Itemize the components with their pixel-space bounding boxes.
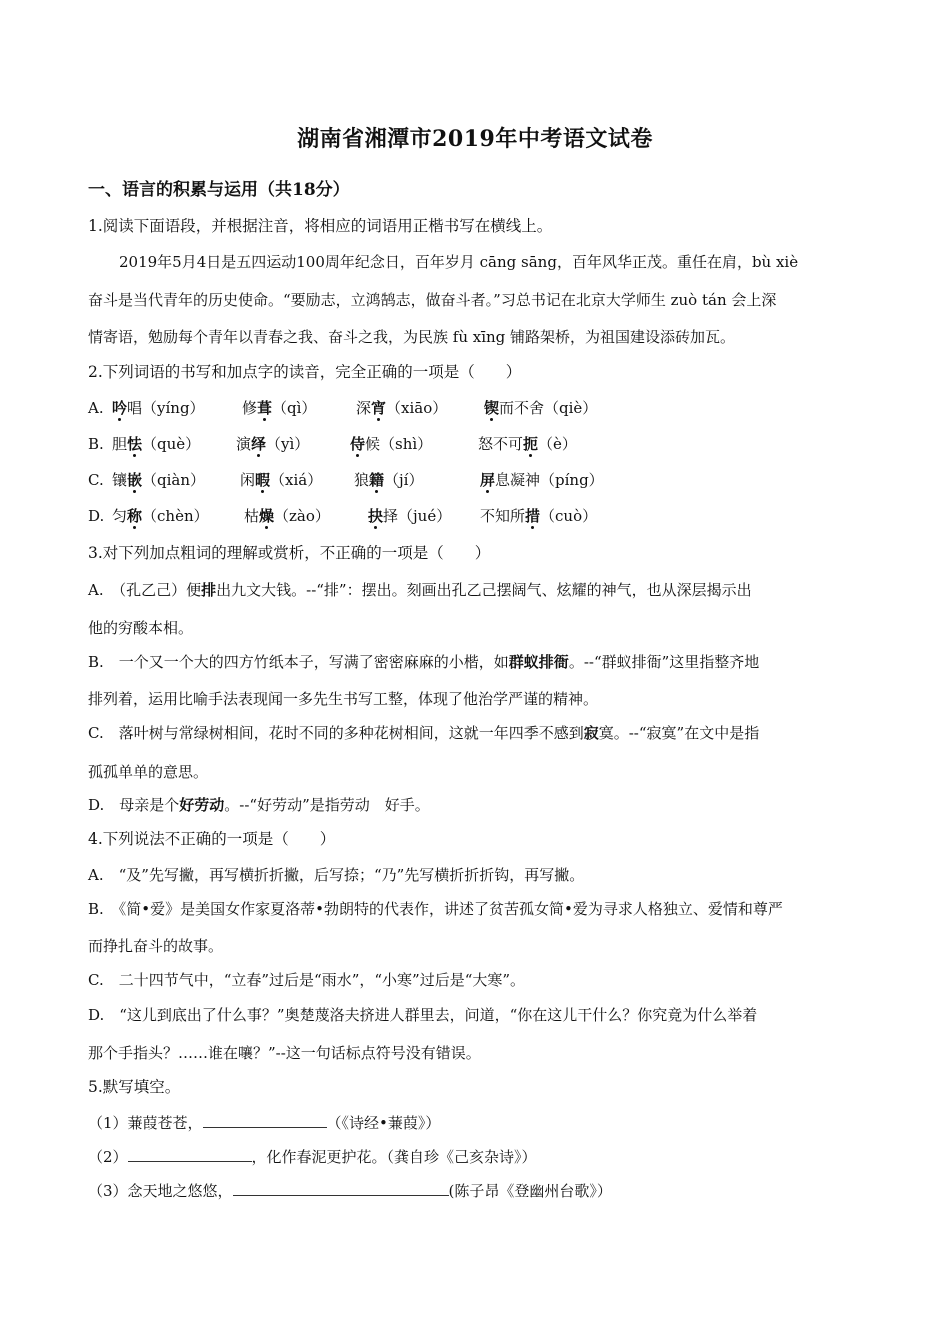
q4-option-c: C. 二十四节气中，“立春”过后是“雨水”，“小寒”过后是“大寒”。 — [88, 971, 526, 989]
option-word: 演绎（yì） — [236, 435, 310, 453]
q3-option-b-cont: 排列着，运用比喻手法表现闻一多先生书写工整，体现了他治学严谨的精神。 — [88, 690, 599, 708]
q5-item-3: （3）念天地之悠悠， (陈子昂《登幽州台歌》） — [88, 1182, 612, 1200]
option-word: 屏息凝神（píng） — [480, 471, 604, 489]
option-word: 怒不可扼（è） — [478, 435, 577, 453]
option-word: 镶嵌（qiàn） — [112, 471, 206, 489]
q3-option-c: C. 落叶树与常绿树相间，花时不同的多种花树相间，这就一年四季不感到寂寞。--“寂寞”在文中是指 — [88, 724, 760, 742]
q4-option-a: A. “及”先写撇，再写横折折撇，后写捺；“乃”先写横折折折钩，再写撇。 — [88, 866, 585, 884]
option-word: 锲而不舍（qiè） — [484, 399, 598, 417]
q3-option-c-cont: 孤孤单单的意思。 — [88, 763, 209, 781]
option-word: 吟唱（yíng） — [112, 399, 205, 417]
q4-option-d-cont: 那个手指头？……谁在嚷？”--这一句话标点符号没有错误。 — [88, 1044, 481, 1062]
q3-option-d: D. 母亲是个好劳动。--“好劳动”是指劳动 好手。 — [88, 796, 430, 814]
q3-option-a-cont: 他的穷酸本相。 — [88, 619, 194, 637]
page-title: 湖南省湘潭市2019年中考语文试卷 — [297, 126, 653, 152]
answer-blank[interactable] — [203, 1113, 327, 1128]
q4-option-b: B. 《简•爱》是美国女作家夏洛蒂•勃朗特的代表作，讲述了贫苦孤女简•爱为寻求人格独立、爱情和尊严 — [88, 900, 783, 918]
option-word: 狼籍（jí） — [354, 471, 424, 489]
option-label: D. — [88, 507, 105, 525]
q5-stem: 5.默写填空。 — [88, 1078, 181, 1096]
q2-stem: 2.下列词语的书写和加点字的读音，完全正确的一项是（ ） — [88, 363, 522, 381]
q5-item-1: （1）蒹葭苍苍， （《诗经•蒹葭》） — [88, 1114, 441, 1132]
option-word: 闲暇（xiá） — [240, 471, 323, 489]
option-label: A. — [88, 399, 104, 417]
option-word: 深宵（xiāo） — [356, 399, 448, 417]
q1-paragraph-line1: 2019年5月4日是五四运动100周年纪念日，百年岁月 cāng sāng，百年风华正茂。重任在肩，bù xiè — [119, 253, 799, 271]
option-label: B. — [88, 435, 104, 453]
option-word: 胆怯（què） — [112, 435, 201, 453]
q5-item-2: （2） ，化作春泥更护花。（龚自珍《己亥杂诗》） — [88, 1148, 537, 1166]
q4-stem: 4.下列说法不正确的一项是（ ） — [88, 830, 336, 848]
option-word: 修葺（qì） — [242, 399, 317, 417]
answer-blank[interactable] — [128, 1147, 252, 1162]
option-word: 枯燥（zào） — [244, 507, 330, 525]
option-word: 抉择（jué） — [368, 507, 452, 525]
q1-stem: 1.阅读下面语段，并根据注音，将相应的词语用正楷书写在横线上。 — [88, 217, 553, 235]
q3-stem: 3.对下列加点粗词的理解或赏析，不正确的一项是（ ） — [88, 544, 491, 562]
q1-paragraph-line3: 情寄语，勉励每个青年以青春之我、奋斗之我，为民族 fù xīng 铺路架桥，为祖国建设添砖加瓦。 — [88, 328, 736, 346]
option-word: 匀称（chèn） — [112, 507, 209, 525]
option-word: 不知所措（cuò） — [480, 507, 598, 525]
q4-option-b-cont: 而挣扎奋斗的故事。 — [88, 937, 224, 955]
option-label: C. — [88, 471, 104, 489]
q3-option-a: A. （孔乙己）便排出九文大钱。--“排”：摆出。刻画出孔乙己摆阔气、炫耀的神气，也从深层揭示出 — [88, 581, 752, 599]
section-heading: 一、语言的积累与运用（共18分） — [88, 180, 350, 200]
q3-option-b: B. 一个又一个大的四方竹纸本子，写满了密密麻麻的小楷，如群蚁排衙。--“群蚁排衙”这里指整齐地 — [88, 653, 760, 671]
option-word: 侍候（shì） — [350, 435, 433, 453]
q1-paragraph-line2: 奋斗是当代青年的历史使命。“要励志，立鸿鹄志，做奋斗者。”习总书记在北京大学师生 zuò tán 会上深 — [88, 291, 777, 309]
q4-option-d: D. “这儿到底出了什么事？”奥楚蔑洛夫挤进人群里去，问道，“你在这儿干什么？你究竟为什么举着 — [88, 1006, 758, 1024]
answer-blank[interactable] — [233, 1181, 449, 1196]
